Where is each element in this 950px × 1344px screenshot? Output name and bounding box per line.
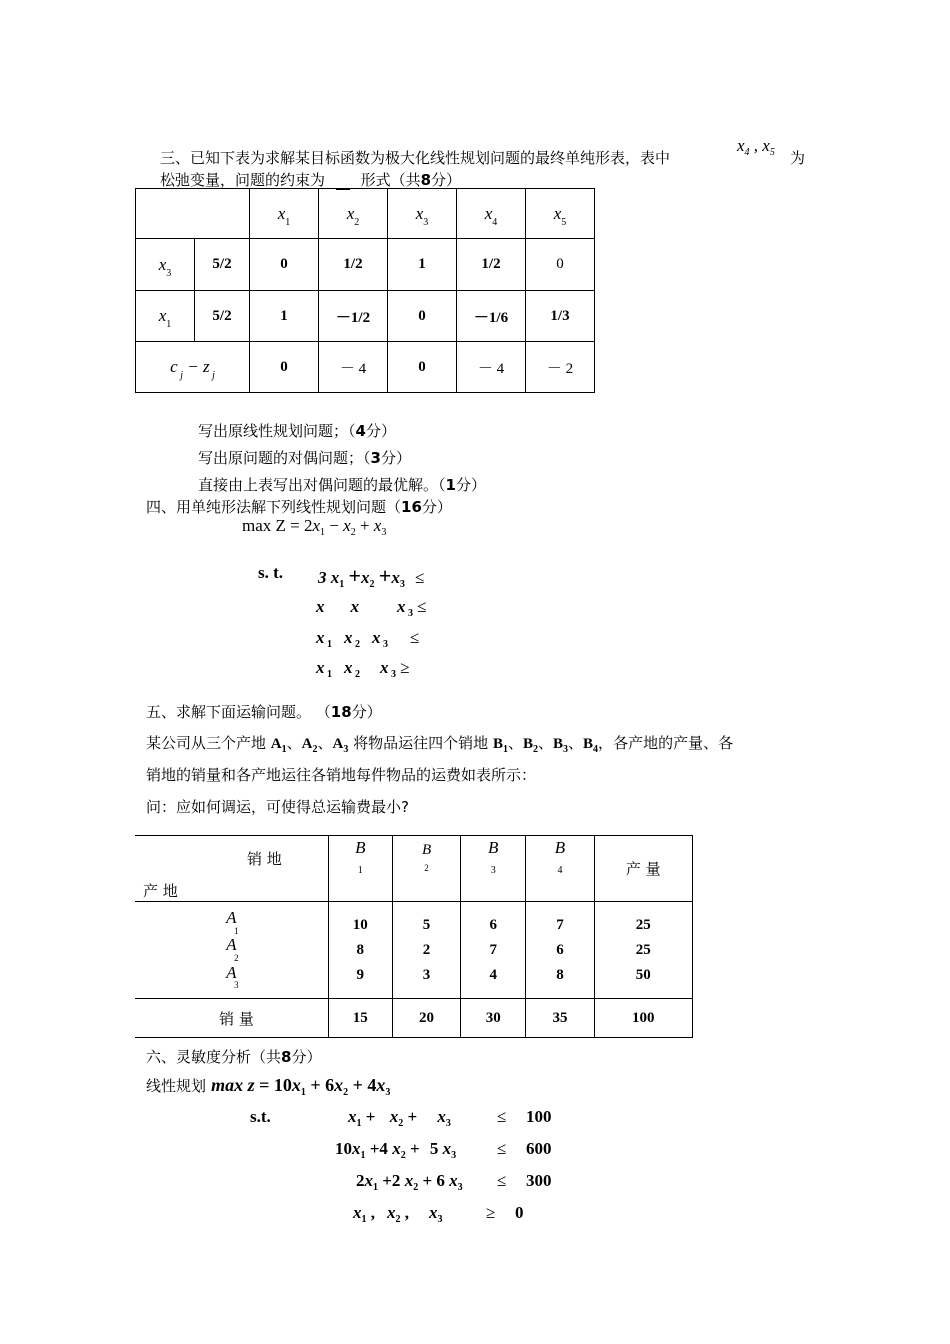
- rhs-cell: 5/2: [195, 239, 250, 291]
- title-text: 四、用单纯形法解下列线性规划问题（: [146, 498, 402, 516]
- cell: － 2: [526, 342, 595, 393]
- s6-rhs-1: 100: [526, 1107, 552, 1126]
- st-label-6: s.t.: [250, 1107, 271, 1126]
- supply: 25: [635, 941, 651, 958]
- cj-zj-label: c $_j$ − z $_j$: [136, 342, 250, 393]
- section6-objective-line: [146, 1075, 390, 1096]
- points: 16: [401, 498, 422, 516]
- intro-text: 三、已知下表为求解某目标函数为极大化线性规划问题的最终单纯形表，表中: [160, 149, 671, 167]
- simplex-row-x3: [136, 239, 595, 291]
- total: 100: [594, 999, 692, 1038]
- col-b2: [392, 902, 460, 999]
- s6-op-2: ≤: [497, 1139, 507, 1158]
- s6-constraint-4: $x_1$ , $x_2$ , $x_3$: [353, 1203, 443, 1225]
- simplex-row-x1: [136, 291, 595, 342]
- corner-cell: [135, 836, 328, 902]
- header-x3: $x_3$: [388, 189, 457, 239]
- s6-constraint-2: $10x_1 +4$ $x_2 + 5$ $x_3$: [335, 1139, 457, 1161]
- dest-b1: B 1: [328, 836, 392, 902]
- section4-title: [146, 496, 452, 517]
- lp-label: 线性规划: [146, 1077, 207, 1095]
- q-tail: 分）: [365, 422, 396, 440]
- demand-label: 销 量: [135, 999, 328, 1038]
- cell: 1/2: [457, 239, 526, 291]
- constraint-2: x x x $_3$ ≤: [316, 597, 427, 619]
- demand: 30: [461, 999, 526, 1038]
- q-tail: 分）: [380, 449, 411, 467]
- section3-intro-line1-end: 为: [790, 149, 806, 167]
- simplex-header-row: [136, 189, 595, 239]
- cost: 6: [556, 941, 564, 958]
- cost: 7: [489, 941, 497, 958]
- col-b1: [328, 902, 392, 999]
- s6-rhs-3: 300: [526, 1171, 552, 1190]
- dest-b3: B 3: [461, 836, 526, 902]
- rhs-cell: 5/2: [195, 291, 250, 342]
- col-supply: [594, 902, 692, 999]
- demand: 35: [526, 999, 594, 1038]
- points: 8: [281, 1048, 292, 1066]
- transport-table: [135, 835, 693, 1038]
- cell: 0: [388, 291, 457, 342]
- supply: 25: [635, 916, 651, 933]
- title-tail: 分）: [291, 1048, 322, 1066]
- para-text: 某公司从三个产地: [146, 734, 267, 752]
- s6-rhs-2: 600: [526, 1139, 552, 1158]
- q-text: 直接由上表写出对偶问题的最优解。（: [198, 476, 446, 494]
- q-text: 写出原问题的对偶问题；（: [198, 449, 371, 467]
- corner-cell: [136, 189, 250, 239]
- q-points: 1: [445, 476, 456, 494]
- cell: －1/2: [319, 291, 388, 342]
- constraint-1: 3 $x_1 +x_2 +x_3$ ≤: [318, 563, 425, 590]
- cost: 7: [556, 916, 564, 933]
- title-tail: 分）: [421, 498, 452, 516]
- points: 18: [330, 703, 352, 721]
- cost: 3: [422, 966, 431, 983]
- s6-op-1: ≤: [497, 1107, 507, 1126]
- cost: 9: [356, 966, 365, 983]
- demand: 15: [328, 999, 392, 1038]
- q-text: 写出原线性规划问题；（: [198, 422, 356, 440]
- section4-objective: $\max Z = 2x_1 - x_2 + x_3$: [242, 516, 387, 538]
- intro-text-2a: 松弛变量，问题的约束为: [160, 171, 326, 189]
- question-1: [198, 420, 396, 441]
- corner-top: 销 地: [247, 850, 282, 868]
- title-tail: 分）: [351, 703, 382, 721]
- intro-text-2b: 形式（共: [360, 171, 421, 189]
- corner-bottom: 产 地: [143, 882, 178, 900]
- q-tail: 分）: [455, 476, 486, 494]
- title-text: 五、求解下面运输问题。 （: [146, 703, 331, 721]
- slack-vars: $x_4$ , $x_5$: [737, 136, 775, 158]
- s6-constraint-1: $x_1 + x_2 + x_3$: [348, 1107, 451, 1129]
- cost: 10: [352, 916, 368, 933]
- section3-intro-line1: [160, 147, 670, 168]
- q-points: 4: [355, 422, 366, 440]
- transport-demand-row: [135, 999, 693, 1038]
- cell: －1/6: [457, 291, 526, 342]
- section5-question: 问：应如何调运，可使得总运输费最小?: [146, 798, 409, 816]
- section5-para1: 某公司从三个产地 $A_1$、$A_2$、$A_3$ 将物品运往四个销地 $B_1$、$B_2$、$B_3$、$B_4$，各产地的产量、各: [146, 734, 734, 755]
- lp-objective: $\max z = 10x_1 + 6x_2 + 4x_3$: [211, 1075, 391, 1098]
- section5-title: [146, 701, 382, 722]
- points: 8: [420, 171, 432, 189]
- header-x1: $x_1$: [250, 189, 319, 239]
- demand: 20: [392, 999, 460, 1038]
- cost: 8: [356, 941, 365, 958]
- header-x5: $x_5$: [526, 189, 595, 239]
- s6-op-3: ≤: [497, 1171, 507, 1190]
- cost: 5: [422, 916, 431, 933]
- title-text: 六、灵敏度分析（共: [146, 1048, 282, 1066]
- constraint-3: x $_1$ x $_2$ x $_3$ ≤: [316, 628, 420, 650]
- st-label: s. t.: [258, 563, 284, 582]
- cell: 0: [250, 342, 319, 393]
- para-text: 将物品运往四个销地: [353, 734, 489, 752]
- dest-b2: B 2: [392, 836, 460, 902]
- dest-list: $B_1$: [492, 736, 508, 755]
- simplex-table: [135, 188, 595, 393]
- s6-rhs-4: 0: [515, 1203, 524, 1222]
- col-b4: [526, 902, 594, 999]
- cost: 2: [422, 941, 431, 958]
- constraint-4: x $_1$ x $_2$ x $_3$ ≥: [316, 658, 410, 680]
- cell: 0: [250, 239, 319, 291]
- supply-header: 产 量: [594, 836, 692, 902]
- cell: 0: [526, 239, 595, 291]
- question-3: [198, 474, 486, 495]
- col-b3: [461, 902, 526, 999]
- dest-b4: B 4: [526, 836, 594, 902]
- s6-op-4: ≥: [486, 1203, 496, 1222]
- section5-para2: 销地的销量和各产地运往各销地每件物品的运费如表所示：: [146, 766, 537, 784]
- supply: 50: [635, 966, 651, 983]
- section6-title: [146, 1046, 321, 1067]
- transport-header-row: [135, 836, 693, 902]
- cell: 1: [388, 239, 457, 291]
- q-points: 3: [370, 449, 381, 467]
- transport-body-row: [135, 902, 693, 999]
- cell: 0: [388, 342, 457, 393]
- cost: 8: [556, 966, 564, 983]
- cell: 1/3: [526, 291, 595, 342]
- question-2: [198, 447, 411, 468]
- basis-x3: $x_3$: [136, 239, 195, 291]
- s6-constraint-3: $2x_1 +2$ $x_2 + 6$ $x_3$: [356, 1171, 463, 1193]
- origins-cell: A 1 A 2 A 3: [135, 902, 328, 999]
- para-text: 各产地的产量、各: [613, 734, 734, 752]
- origins-list: $A_1$: [270, 736, 287, 755]
- cell: 1/2: [319, 239, 388, 291]
- basis-x1: $x_1$: [136, 291, 195, 342]
- simplex-row-cz: [136, 342, 595, 393]
- header-x2: $x_2$: [319, 189, 388, 239]
- section3-intro-line2: [160, 169, 461, 190]
- cell: － 4: [457, 342, 526, 393]
- header-x4: $x_4$: [457, 189, 526, 239]
- intro-text-2c: 分）: [431, 171, 462, 189]
- cost: 6: [489, 916, 497, 933]
- cell: － 4: [319, 342, 388, 393]
- cell: 1: [250, 291, 319, 342]
- cost: 4: [489, 966, 497, 983]
